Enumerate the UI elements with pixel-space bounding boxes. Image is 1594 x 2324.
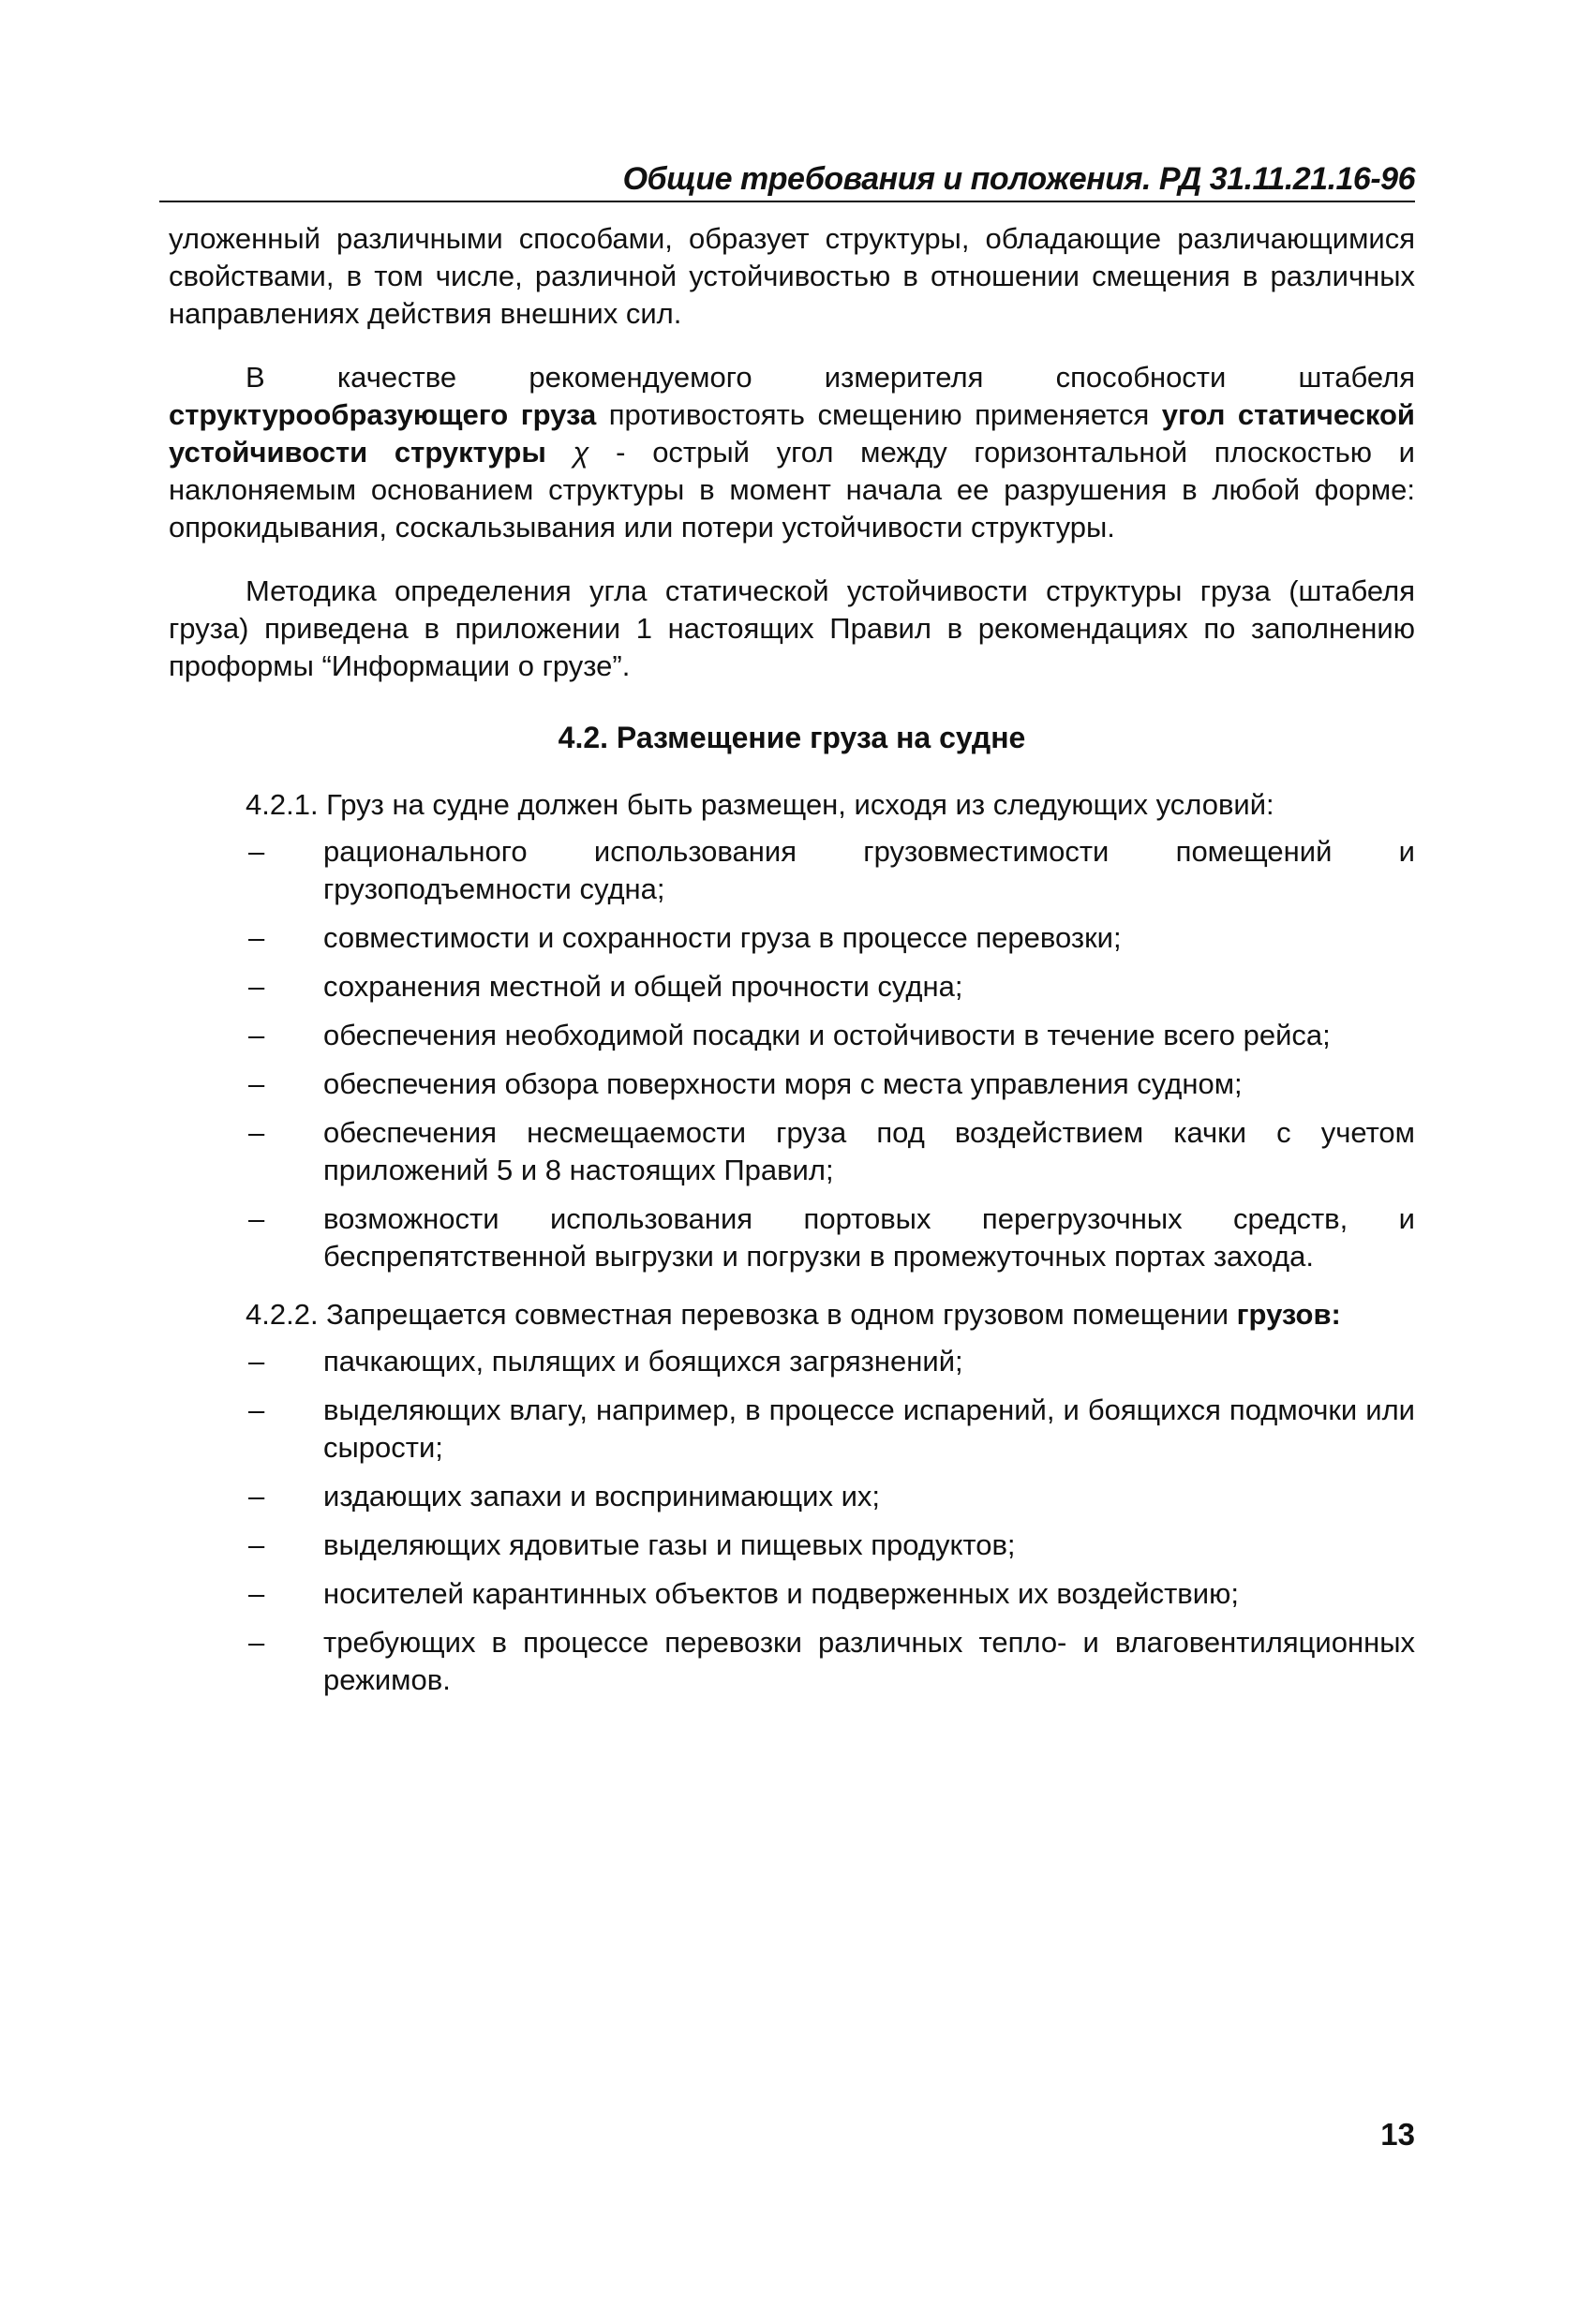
list-item-text: требующих в процессе перевозки различных тепло- и влаговентиляционных режимов. [323, 1626, 1415, 1696]
list-item-text: носителей карантинных объектов и подверженных их воздействию; [323, 1577, 1239, 1610]
list-item-text: обеспечения обзора поверхности моря с места управления судном; [323, 1067, 1243, 1100]
dash-marker: – [248, 970, 265, 1003]
dash-marker: – [248, 835, 265, 868]
dash-marker: – [248, 1480, 265, 1512]
dash-marker: – [248, 1116, 265, 1149]
paragraph-text: В качестве рекомендуемого измерителя способности штабеля [246, 361, 1415, 394]
prohibited-combinations-list [169, 1343, 1415, 1699]
conditions-list [169, 833, 1415, 1275]
list-item-text: издающих запахи и воспринимающих их; [323, 1480, 881, 1512]
page-number: 13 [1380, 2117, 1415, 2152]
list-item [169, 1343, 1415, 1380]
chi-symbol: χ [545, 436, 589, 469]
section-heading: 4.2. Размещение груза на судне [558, 721, 1026, 754]
header-rule [159, 201, 1415, 202]
list-item [169, 1114, 1415, 1189]
running-header: Общие требования и положения. РД 31.11.21.16-96 [622, 161, 1415, 197]
bold-term-cargoes: грузов: [1236, 1298, 1341, 1331]
paragraph-text: - острый угол между горизонтальной плоскостью и наклоняемым основанием структуры в момент начала ее разрушения в любой форме: опрокидывания, соскальзывания или потери устойчивости структуры. [169, 436, 1416, 544]
list-item-text: выделяющих влагу, например, в процессе испарений, и боящихся подмочки или сырости; [323, 1393, 1415, 1464]
list-item-text: пачкающих, пылящих и боящихся загрязнений; [323, 1345, 963, 1378]
dash-marker: – [248, 921, 265, 954]
dash-marker: – [248, 1626, 265, 1659]
list-item-text: обеспечения необходимой посадки и остойчивости в течение всего рейса; [323, 1019, 1331, 1051]
bold-term-stability-angle: угол статической устойчивости структуры [169, 398, 1415, 469]
dash-marker: – [248, 1577, 265, 1610]
list-item-text: выделяющих ядовитые газы и пищевых продуктов; [323, 1528, 1016, 1561]
dash-marker: – [248, 1019, 265, 1051]
dash-marker: – [248, 1528, 265, 1561]
list-item [169, 1017, 1415, 1054]
list-item [169, 1065, 1415, 1103]
paragraph-method: Методика определения угла статической устойчивости структуры груза (штабеля груза) приведена в приложении 1 настоящих Правил в рекомендациях по заполнению проформы “Информации о грузе”. [169, 574, 1415, 682]
paragraph-text: противостоять смещению применяется [596, 398, 1162, 431]
list-item-text: совместимости и сохранности груза в процессе перевозки; [323, 921, 1122, 954]
paragraph-continuation: уложенный различными способами, образует структуры, обладающие различающимися свойствами, в том числе, различной устойчивостью в отношении смещения в различных направлениях действия внешних сил. [169, 222, 1415, 330]
dash-marker: – [248, 1393, 265, 1426]
list-item [169, 1527, 1415, 1564]
list-item [169, 919, 1415, 957]
bold-term-structure-cargo: структурообразующего груза [169, 398, 597, 431]
list-item [169, 1575, 1415, 1613]
list-item [169, 833, 1415, 908]
list-item-text: обеспечения несмещаемости груза под воздействием качки с учетом приложений 5 и 8 настоящих Правил; [323, 1116, 1415, 1186]
list-item [169, 968, 1415, 1006]
list-item-text: возможности использования портовых перегрузочных средств, и беспрепятственной выгрузки и погрузки в промежуточных портах захода. [323, 1202, 1415, 1273]
list-item [169, 1200, 1415, 1275]
dash-marker: – [248, 1067, 265, 1100]
dash-marker: – [248, 1202, 265, 1235]
list-item [169, 1392, 1415, 1467]
list-item-text: рационального использования грузовместимости помещений и грузоподъемности судна; [323, 835, 1415, 905]
paragraph-stability-angle [169, 359, 1415, 546]
paragraph-text: 4.2.2. Запрещается совместная перевозка в одном грузовом помещении [246, 1298, 1237, 1331]
dash-marker: – [248, 1345, 265, 1378]
rule-4-2-2-intro [169, 1296, 1415, 1333]
rule-4-2-1-intro: 4.2.1. Груз на судне должен быть размещен, исходя из следующих условий: [246, 788, 1274, 821]
list-item [169, 1478, 1415, 1515]
page-body [169, 220, 1415, 1710]
list-item-text: сохранения местной и общей прочности судна; [323, 970, 963, 1003]
list-item [169, 1624, 1415, 1699]
